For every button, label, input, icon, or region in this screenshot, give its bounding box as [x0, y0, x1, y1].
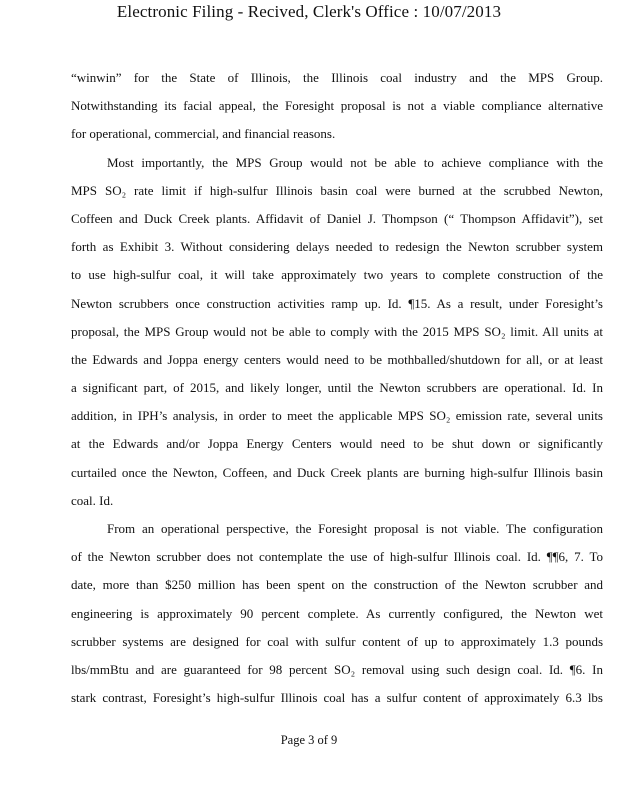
- page-number: Page 3 of 9: [280, 733, 338, 747]
- text-line: a significant part, of 2015, and likely longer, until the Newton scrubbers are operational. Id. In: [71, 380, 603, 396]
- text-line: of the Newton scrubber does not contemplate the use of high-sulfur Illinois coal. Id. ¶¶6, 7. To: [71, 549, 603, 565]
- text-line: Newton scrubbers once construction activities ramp up. Id. ¶15. As a result, under Foresight’s: [71, 295, 603, 311]
- text-line: to use high-sulfur coal, it will take approximately two years to complete construction of the: [71, 267, 603, 283]
- document-body: [71, 64, 603, 712]
- paragraph-start-line: Most importantly, the MPS Group would not be able to achieve compliance with the: [107, 154, 603, 170]
- text-line: lbs/mmBtu and are guaranteed for 98 percent SO₂ removal using such design coal. Id. ¶6. In: [71, 661, 603, 677]
- text-line: at the Edwards and/or Joppa Energy Centers would need to be shut down or significantly: [71, 436, 603, 452]
- filing-stamp-header: Electronic Filing - Recived, Clerk's Office : 10/07/2013: [116, 2, 502, 21]
- text-line: MPS SO₂ rate limit if high-sulfur Illinois basin coal were burned at the scrubbed Newton,: [71, 182, 603, 198]
- text-line: addition, in IPH’s analysis, in order to meet the applicable MPS SO₂ emission rate, several units: [71, 408, 603, 424]
- text-line: forth as Exhibit 3. Without considering delays needed to redesign the Newton scrubber system: [71, 239, 603, 255]
- text-line: date, more than $250 million has been spent on the construction of the Newton scrubber and: [71, 577, 603, 593]
- text-line: scrubber systems are designed for coal with sulfur content of up to approximately 1.3 pounds: [71, 633, 603, 649]
- paragraph-start-line: From an operational perspective, the Foresight proposal is not viable. The configuration: [107, 521, 603, 536]
- text-line: “winwin” for the State of Illinois, the Illinois coal industry and the MPS Group.: [71, 70, 603, 85]
- text-line: stark contrast, Foresight’s high-sulfur Illinois coal has a sulfur content of approximately 6.3 lbs: [71, 690, 603, 706]
- text-line: Coffeen and Duck Creek plants. Affidavit of Daniel J. Thompson (“ Thompson Affidavit”), set: [71, 210, 603, 226]
- text-line: Notwithstanding its facial appeal, the Foresight proposal is not a viable compliance alternative: [71, 98, 603, 114]
- text-line: for operational, commercial, and financial reasons.: [71, 126, 336, 142]
- text-line: engineering is approximately 90 percent complete. As currently configured, the Newton wet: [71, 605, 603, 621]
- text-line: the Edwards and Joppa energy centers would need to be mothballed/shutdown for all, or at least: [71, 351, 603, 367]
- text-line: proposal, the MPS Group would not be able to comply with the 2015 MPS SO₂ limit. All units at: [71, 323, 603, 339]
- text-line: curtailed once the Newton, Coffeen, and Duck Creek plants are burning high-sulfur Illinois basin: [71, 464, 603, 480]
- text-line: coal. Id.: [71, 492, 114, 508]
